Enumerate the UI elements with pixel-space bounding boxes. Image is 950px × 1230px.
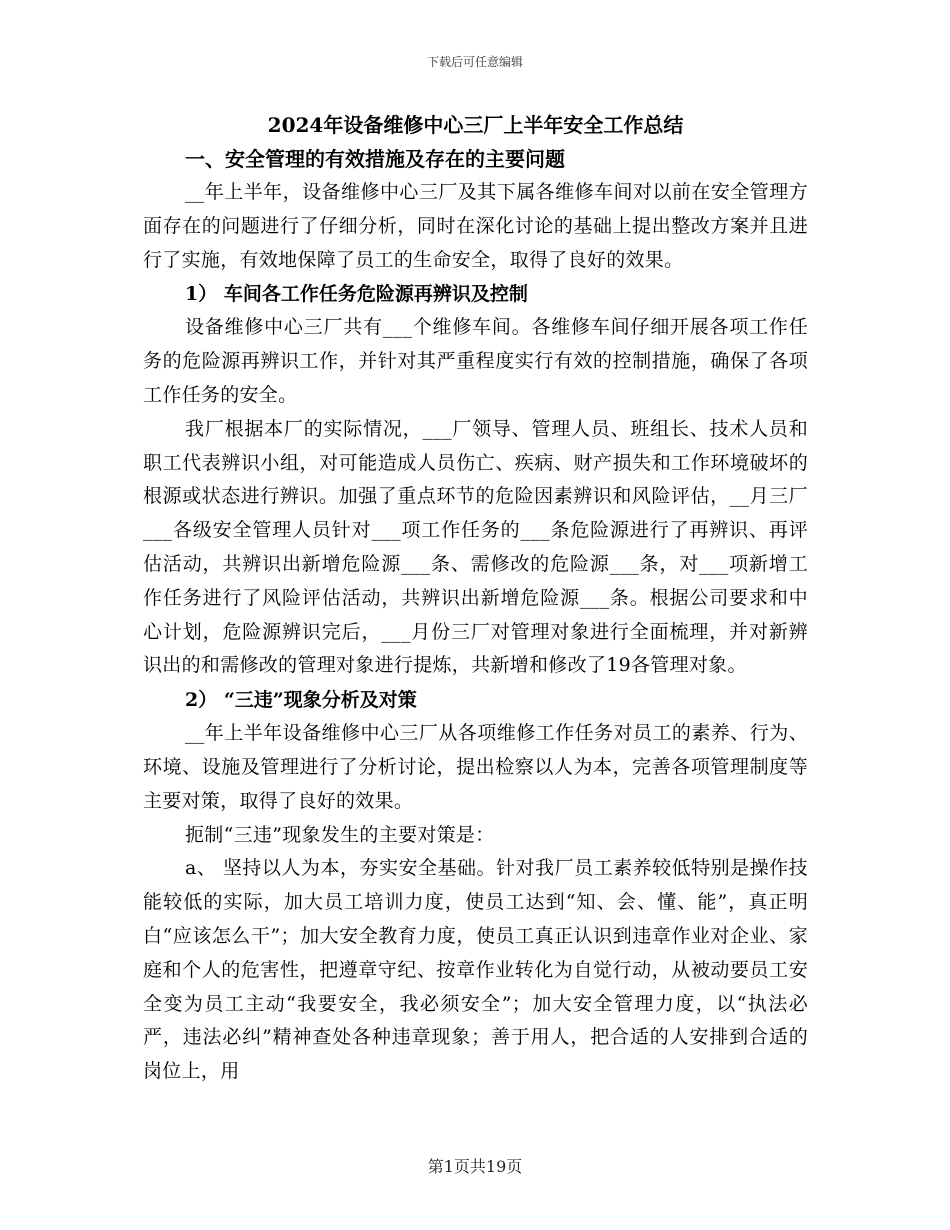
paragraph-1: __年上半年，设备维修中心三厂及其下属各维修车间对以前在安全管理方面存在的问题进行了仔细分析，同时在深化讨论的基础上提出整改方案并且进行了实施，有效地保障了员工的生命安全，取得了良好的效果。: [143, 181, 808, 271]
paragraph-2: 设备维修中心三厂共有___个维修车间。各维修车间仔细开展各项工作任务的危险源再辨识工作，并针对其严重程度实行有效的控制措施，确保了各项工作任务的安全。: [143, 316, 808, 406]
paragraph-3: 我厂根据本厂的实际情况，___厂领导、管理人员、班组长、技术人员和职工代表辨识小组，对可能造成人员伤亡、疾病、财产损失和工作环境破坏的根源或状态进行辨识。加强了重点环节的危险因素辨识和风险评估，__月三厂___各级安全管理人员针对___项工作任务的___条危险源进行了再辨识、再评估活动，共辨识出新增危险源___条、需修改的危险源___条，对___项新增工作任务进行了风险评估活动，共辨识出新增危险源___条。根据公司要求和中心计划，危险源辨识完后，___月份三厂对管理对象进行全面梳理，并对新辨识出的和需修改的管理对象进行提炼，共新增和修改了19各管理对象。: [143, 417, 808, 677]
document-title: 2024年设备维修中心三厂上半年安全工作总结: [267, 113, 684, 137]
section-heading-1: 一、安全管理的有效措施及存在的主要问题: [185, 147, 565, 171]
subheading-2: 2） “三违”现象分析及对策: [185, 689, 417, 712]
header-note: 下载后可任意编辑: [426, 55, 523, 69]
paragraph-4: __年上半年设备维修中心三厂从各项维修工作任务对员工的素养、行为、环境、设施及管理进行了分析讨论，提出检察以人为本，完善各项管理制度等主要对策，取得了良好的效果。: [143, 722, 808, 812]
paragraph-5: 扼制“三违”现象发生的主要对策是：: [185, 823, 495, 846]
page-number-footer: 第1页共19页: [427, 1157, 523, 1176]
paragraph-6: a、 坚持以人为本，夯实安全基础。针对我厂员工素养较低特别是操作技能较低的实际，加大员工培训力度，使员工达到“知、会、懂、能”，真正明白“应该怎么干”；加大安全教育力度，使员工真正认识到违章作业对企业、家庭和个人的危害性，把遵章守纪、按章作业转化为自觉行动，从被动要员工安全变为员工主动“我要安全，我必须安全”；加大安全管理力度，以“执法必严，违法必纠”精神查处各种违章现象；善于用人，把合适的人安排到合适的岗位上，用: [143, 857, 808, 1083]
document-body: [143, 108, 808, 1089]
subheading-1: 1） 车间各工作任务危险源再辨识及控制: [185, 283, 528, 306]
